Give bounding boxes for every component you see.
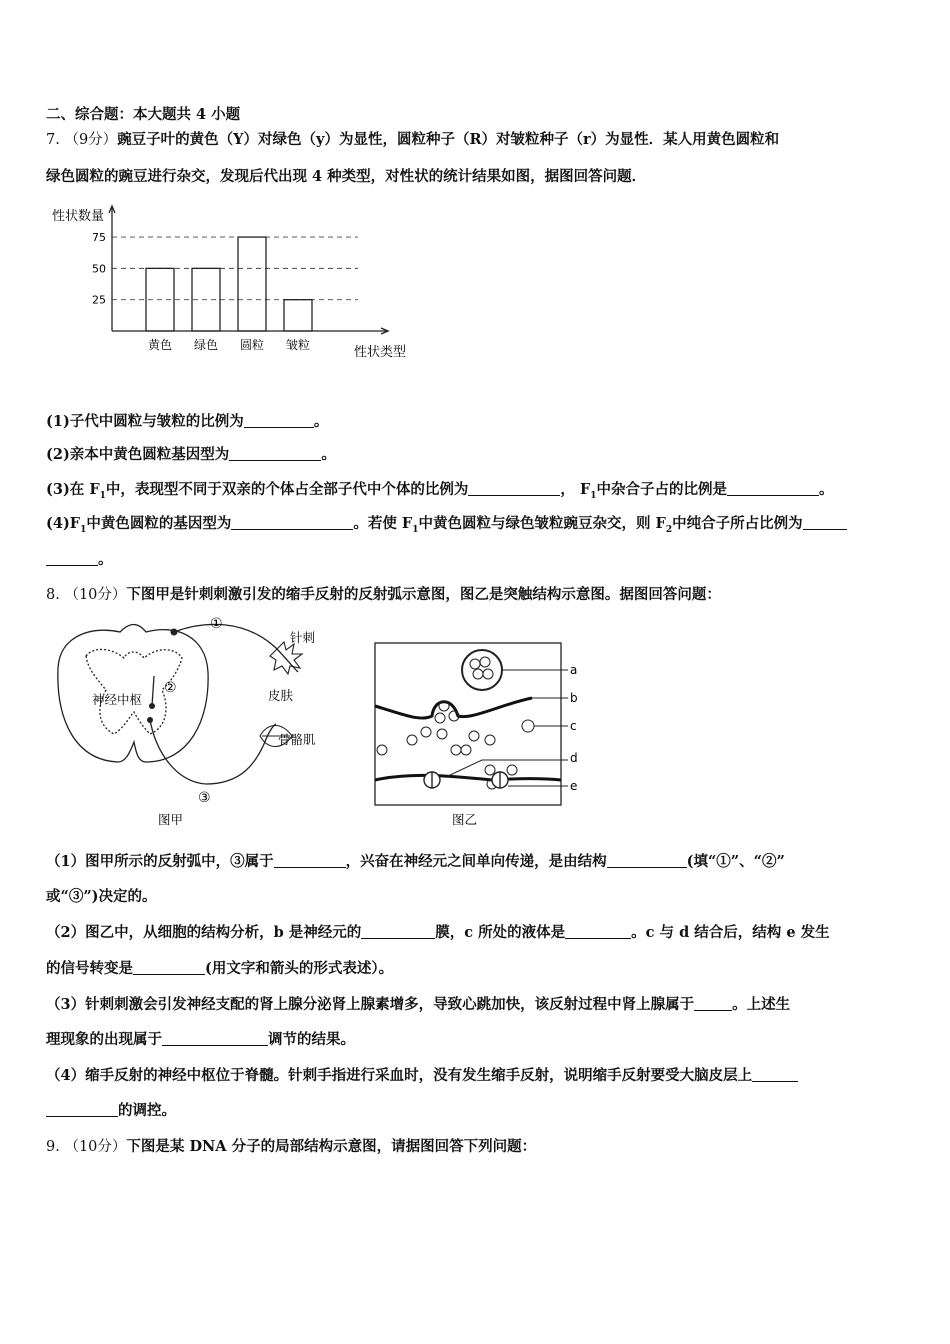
q7-sub2-text: (2)亲本中黄色圆粒基因型为 [46,446,230,463]
q8-p1-text-b: ，兴奋在神经元之间单向传递，是由结构 [345,853,607,870]
q8-number: 8. [46,587,60,603]
caption-yi: 图乙 [452,812,478,827]
q9-stem [46,1135,536,1156]
q7-sub3-text-a: (3)在 F [46,481,100,498]
interneuron-fibre [152,676,154,706]
q8-p2-text-b: 膜，c 所处的液体是 [435,924,566,941]
q7-sub3-text-b: 中，表现型不同于双亲的个体占全部子代中个体的比例为 [105,481,469,498]
q7-sub2 [46,443,336,464]
q8-p1-text-a: （1）图甲所示的反射弧中，③属于 [46,853,274,870]
q7-sub4-period: 。 [98,551,113,568]
q7-bar-chart [48,198,428,368]
q8-p2-cont [46,957,393,978]
label-d: d [570,751,578,765]
q7-number: 7. [46,132,60,148]
q8-blank-6[interactable] [694,996,732,1011]
q7-sub3-text-d: 中杂合子占的比例是 [596,481,728,498]
x-tick-label: 黄色 [147,338,173,352]
y-tick-label: 50 [92,262,106,276]
q7-sub4-text-a: (4)F [46,515,81,532]
q8-blank-5[interactable] [133,960,205,975]
caption-jia: 图甲 [158,812,184,827]
interneuron-body [149,703,155,709]
q7-stem-text-1: 豌豆子叶的黄色（Y）对绿色（y）为显性，圆粒种子（R）对皱粒种子（r）为显性．某人用黄色圆粒和 [117,131,780,148]
label-c: c [570,719,577,733]
q7-sub3-sub-1: 1 [99,490,106,501]
q8-p2-text-a: （2）图乙中，从细胞的结构分析，b 是神经元的 [46,924,362,941]
q7-sub1 [46,410,328,431]
x-tick-label: 圆粒 [239,338,265,352]
q8-p1-cont: 或“③”)决定的。 [46,888,157,905]
q8-blank-4[interactable] [565,924,631,939]
q9-number: 9. [46,1139,60,1155]
q8-blank-8b[interactable] [46,1102,118,1117]
postsynaptic-membrane [375,775,561,780]
y-axis-title: 性状数量 [52,209,105,224]
label-muscle: 骨骼肌 [278,732,316,747]
receptor-e [424,772,508,788]
q8-p3-text-b: 。上述生 [732,996,791,1013]
q9-stem-text: 下图是某 DNA 分子的局部结构示意图，请据图回答下列问题： [126,1138,537,1155]
q7-blank-6b[interactable] [46,551,98,566]
q7-sub3-sub-2: 1 [590,490,597,501]
sensory-neuron-body [171,629,178,636]
q8-score: （10分） [64,587,127,603]
q8-p2-text-e: (用文字和箭头的形式表述）。 [205,960,394,977]
vesicle-a [462,650,502,690]
q8-figure-yi [372,640,592,832]
presynaptic-membrane [375,698,532,718]
y-tick-label: 75 [92,231,106,245]
q7-sub4 [46,512,847,535]
x-axis-title: 性状类型 [354,345,407,360]
q7-sub4-text-c: 。若使 F [353,515,413,532]
label-e: e [570,779,578,793]
nerve-3 [150,720,276,784]
q8-p2 [46,921,830,942]
q8-p4-text-a: （4）缩手反射的神经中枢位于脊髓。针刺手指进行采血时，没有发生缩手反射，说明缩手反射要受大脑皮层上 [46,1067,753,1084]
q7-blank-2[interactable] [229,446,321,461]
q8-p4-text-b: 的调控。 [118,1102,176,1119]
q9-score: （10分） [64,1139,127,1155]
mark-3: ③ [198,790,211,806]
q8-stem [46,583,721,604]
y-tick-label: 25 [92,293,106,307]
q8-blank-1[interactable] [274,853,346,868]
mark-2: ② [164,680,177,696]
q7-blank-6a[interactable] [803,515,847,530]
q7-blank-1[interactable] [244,413,314,428]
q8-blank-3[interactable] [361,924,435,939]
q7-sub4-text-b: 中黄色圆粒的基因型为 [86,515,232,532]
q7-sub4-cont [46,548,113,569]
x-tick-label: 绿色 [193,338,219,352]
q7-blank-3[interactable] [468,481,560,496]
q8-blank-7[interactable] [162,1031,268,1046]
label-b: b [570,691,578,705]
q7-sub4-sub-3: 2 [665,524,673,535]
q7-sub4-sub-2: 1 [412,524,419,535]
synapse-frame [375,643,561,805]
q8-p3 [46,993,790,1014]
q7-sub4-sub-1: 1 [80,524,87,535]
q7-blank-5[interactable] [231,515,353,530]
q8-p3-text-c: 理现象的出现属于 [46,1031,162,1048]
q7-sub3-text-c: ， F [560,481,591,498]
q8-p3-text-a: （3）针刺刺激会引发神经支配的肾上腺分泌肾上腺素增多，导致心跳加快，该反射过程中肾上腺属于 [46,996,695,1013]
q8-p4 [46,1064,798,1085]
q8-figure-jia [46,612,346,834]
q7-sub4-text-e: 中纯合子所占比例为 [672,515,803,532]
q8-p2-text-c: 。c 与 d 结合后，结构 e 发生 [631,924,830,941]
q7-sub3 [46,478,834,501]
label-center: 神经中枢 [92,692,143,707]
q8-stem-text: 下图甲是针刺刺激引发的缩手反射的反射弧示意图，图乙是突触结构示意图。据图回答问题： [126,586,721,603]
q7-stem-line1 [46,128,779,149]
q7-sub1-text: (1)子代中圆粒与皱粒的比例为 [46,413,244,430]
label-needle: 针刺 [290,630,316,645]
q7-blank-4[interactable] [727,481,819,496]
q8-p3-cont [46,1028,355,1049]
bar [284,300,312,331]
q8-p1-text-c: (填“①”、“②” [686,853,785,870]
q7-sub2-period: 。 [321,446,336,463]
q8-blank-2[interactable] [607,853,687,868]
q7-sub3-period: 。 [819,481,834,498]
q7-sub4-text-d: 中黄色圆粒与绿色皱粒豌豆杂交，则 F [418,515,666,532]
q7-sub1-period: 。 [313,413,329,430]
q8-p1 [46,850,785,871]
nerve-1 [174,624,298,672]
q8-p4-cont [46,1099,176,1120]
label-skin: 皮肤 [268,688,294,703]
mark-1: ① [210,616,223,632]
bar [238,237,266,331]
motor-neuron-body [147,717,153,723]
label-a: a [570,663,578,677]
q8-blank-8a[interactable] [752,1067,798,1082]
q7-stem-line2: 绿色圆粒的豌豆进行杂交，发现后代出现 4 种类型，对性状的统计结果如图，据图回答问题． [46,168,647,185]
section-title: 二、综合题：本大题共 4 小题 [46,106,241,123]
q7-score: （9分） [64,132,118,148]
q8-p2-text-d: 的信号转变是 [46,960,133,977]
x-tick-label: 皱粒 [285,338,311,352]
q8-p3-text-d: 调节的结果。 [268,1031,355,1048]
